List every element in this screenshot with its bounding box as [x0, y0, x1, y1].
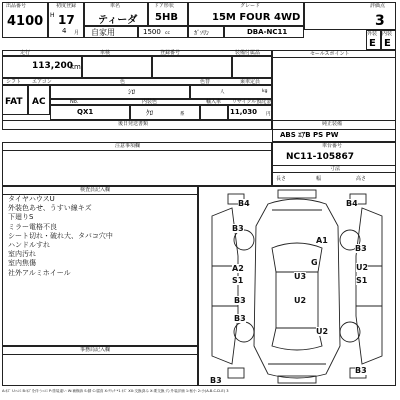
- damage-mark: B3: [234, 296, 246, 305]
- damage-mark: B3: [232, 224, 244, 233]
- damage-mark: U2: [316, 327, 329, 336]
- color-code-label: 色替: [200, 79, 211, 85]
- damage-mark: S1: [356, 276, 368, 285]
- color-cell: [50, 85, 190, 99]
- damage-mark: B3: [355, 366, 367, 375]
- reg-label: 登録番号: [160, 50, 181, 56]
- person-unit: 人: [220, 90, 225, 95]
- right-side-outline: [356, 208, 382, 364]
- recycle-label: リサイクル預託金: [232, 99, 272, 105]
- doors-label: ドア形状: [154, 3, 174, 9]
- damage-mark: A1: [316, 236, 328, 245]
- score-label: 評価点: [370, 3, 386, 9]
- use-value: 自家用: [91, 28, 115, 37]
- ext-score: E: [369, 38, 376, 49]
- damage-mark: B3: [355, 244, 367, 253]
- capacity-cell: [190, 85, 272, 99]
- width-label: 幅: [316, 176, 322, 182]
- damage-mark: G: [311, 258, 318, 267]
- interior-color: ｸﾛ: [146, 109, 153, 117]
- import-cell: [200, 105, 228, 120]
- ac-value: AC: [32, 97, 46, 107]
- recycle-unit: 円: [266, 112, 271, 117]
- note-line: シート切れ・破れ大、タバコ穴中: [8, 231, 113, 240]
- damage-mark: U2: [294, 296, 307, 305]
- damage-mark: B4: [346, 199, 358, 208]
- reg-cell: [152, 56, 232, 78]
- cc-value: 1500: [143, 28, 161, 36]
- recycle-value: 11,030: [230, 108, 258, 116]
- damage-mark: A2: [232, 264, 244, 273]
- note-line: 下廻りS: [8, 213, 34, 222]
- wheel-icon: [234, 322, 254, 342]
- sales-point-label: セールスポイント: [310, 51, 350, 57]
- month-unit: 月: [74, 30, 80, 36]
- lot-number: 4100: [7, 14, 44, 29]
- reg-year: 17: [58, 13, 75, 27]
- height-label: 高さ: [356, 176, 367, 182]
- fuel-value: ｶﾞｿﾘﾝ: [194, 30, 210, 37]
- ac-label: エアコン: [32, 79, 52, 85]
- mileage-label: 走行: [20, 50, 31, 56]
- equipment-items: ABS ｴｱB PS PW: [280, 131, 339, 139]
- damage-mark: U3: [294, 272, 307, 281]
- note-line: 外装色あせ、うすい線キズ: [8, 204, 92, 213]
- option-label: 装備付属品: [235, 50, 261, 56]
- interior-cell: [130, 105, 200, 120]
- option-cell: [232, 56, 272, 78]
- damage-mark: B4: [238, 199, 250, 208]
- int-label: 内装: [382, 31, 393, 37]
- year-label: 初度登録: [56, 3, 77, 9]
- notes-label: 注意事項欄: [115, 143, 141, 149]
- inspection-label: 車検: [100, 50, 111, 56]
- color-value: ｼﾛ: [128, 88, 135, 96]
- chassis-number: NC11-105867: [286, 152, 354, 162]
- note-line: タイヤハウスU: [8, 195, 55, 203]
- load-unit: kg: [262, 89, 268, 94]
- equipment-label: 純正装備: [322, 121, 343, 127]
- damage-mark: B3: [234, 314, 246, 323]
- shift-label: シフト: [6, 79, 22, 85]
- damage-mark: U2: [356, 263, 369, 272]
- note-line: 社外アルミホイール: [8, 268, 71, 277]
- inspector-notes: [8, 195, 113, 278]
- legend-footer: A:ｷｽﾞ U:ﾍｺﾐ B:ｷｽﾞを伴うﾍｺﾐ P:塗装違い W:補修跡 S:錆 C:腐食 X:ｸﾗｯｸ *1 ｷｽﾞ XX:交換済み X:要交換 穴:外装評価 1:極小 2:小(A-B-C-D-E) 3: [2, 389, 229, 393]
- shift-value: FAT: [5, 97, 23, 107]
- note-line: ハンドルすれ: [8, 241, 50, 250]
- era-letter: H: [50, 12, 55, 19]
- import-label: 輸入車: [206, 99, 222, 105]
- docs-label: 後日発送書類: [118, 121, 149, 127]
- inspection-cell: [82, 56, 152, 78]
- grade-value: 15M FOUR 4WD: [212, 12, 301, 23]
- chassis-label: 車台番号: [322, 143, 343, 149]
- note-line: 室内汚れ: [8, 250, 36, 259]
- num-label: No.: [70, 99, 79, 105]
- length-label: 長さ: [276, 176, 287, 182]
- carname-label: 車名: [110, 3, 121, 9]
- size-label: 寸法: [330, 166, 341, 172]
- capacity-label: 乗車定員: [240, 79, 261, 85]
- note-line: ミラー電格不良: [8, 222, 57, 231]
- reg-month: 4: [62, 27, 67, 35]
- mileage-value: 113,200: [32, 61, 73, 71]
- score-value: 3: [375, 13, 385, 29]
- model-value: DBA-NC11: [247, 28, 288, 36]
- lot-label: 出品番号: [6, 3, 27, 9]
- front-bumper-outline: [278, 190, 316, 198]
- car-body-outline: [254, 199, 340, 378]
- office-label: 事務局記入欄: [80, 347, 111, 353]
- wheel-icon: [234, 230, 254, 250]
- interior-label: 内装色: [142, 99, 158, 105]
- car-name: ティーダ: [98, 15, 138, 26]
- ext-label: 外装: [367, 31, 378, 37]
- color-label: 色: [120, 79, 126, 85]
- inspector-label: 検査員記入欄: [80, 187, 111, 193]
- damage-mark: B3: [210, 376, 222, 385]
- sales-point-box: [272, 50, 396, 130]
- int-score: E: [384, 38, 391, 49]
- wheel-icon: [340, 322, 360, 342]
- damage-mark: S1: [232, 276, 244, 285]
- mileage-unit: km: [70, 63, 81, 71]
- interior-suffix: 系: [180, 112, 185, 117]
- note-line: 室内焦傷: [8, 259, 36, 268]
- car-diagram: [198, 186, 396, 386]
- color-no: QX1: [77, 108, 94, 116]
- rear-window-outline: [272, 328, 322, 350]
- cc-unit: cc: [165, 31, 170, 36]
- grade-label: グレード: [240, 3, 261, 9]
- door-type: 5HB: [155, 12, 178, 23]
